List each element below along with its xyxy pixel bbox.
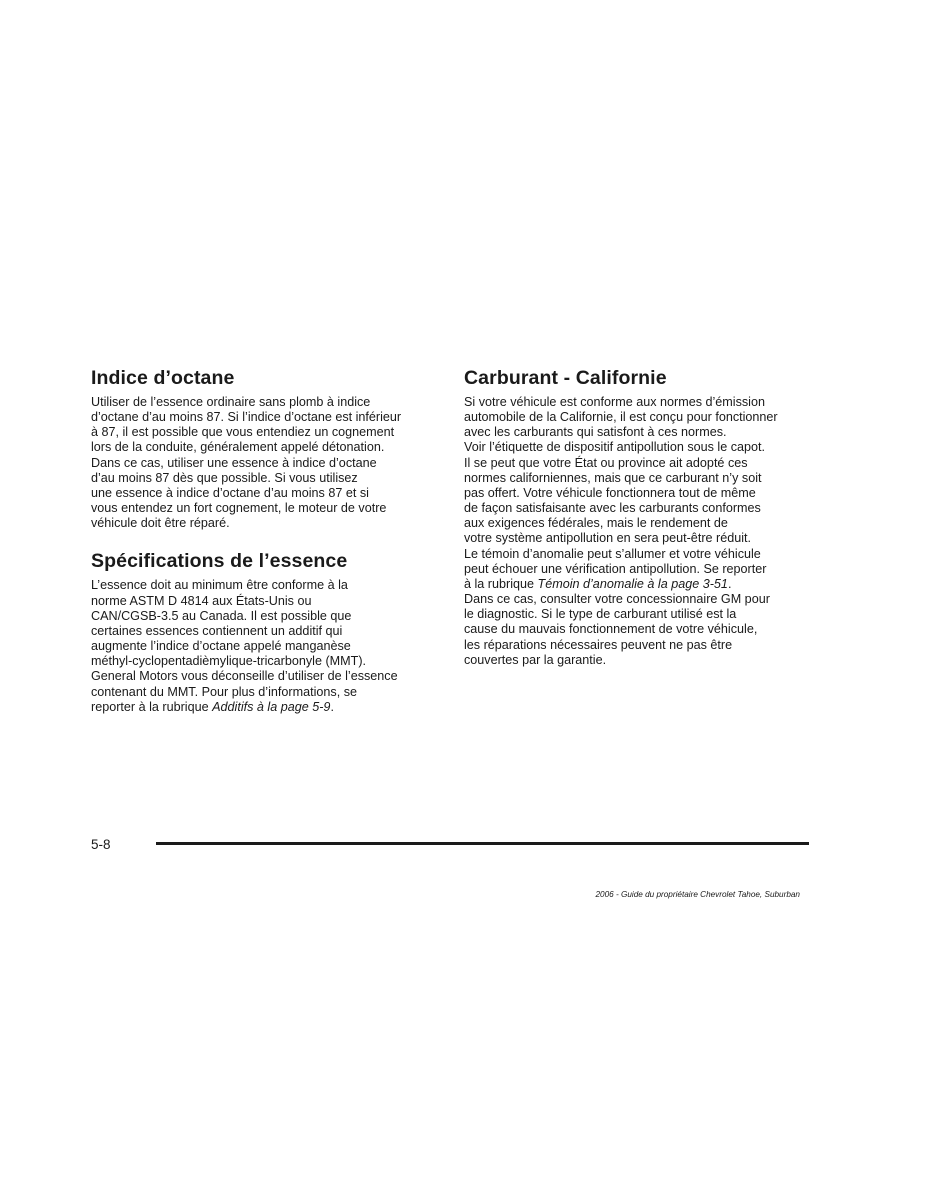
- section-octane: [91, 366, 441, 531]
- text-line: [464, 577, 814, 592]
- text-line: véhicule doit être réparé.: [91, 516, 230, 531]
- paragraph-fuel-specs: [91, 578, 441, 714]
- text-line: General Motors vous déconseille d’utiliser de l’essence: [91, 669, 398, 684]
- section-heading-octane: Indice d’octane: [91, 367, 235, 389]
- text-line: Le témoin d’anomalie peut s’allumer et votre véhicule: [464, 546, 761, 561]
- text-line: aux exigences fédérales, mais le rendement de: [464, 516, 728, 531]
- text-line: automobile de la Californie, il est conçu pour fonctionner: [464, 410, 778, 425]
- right-column: [464, 366, 814, 668]
- text-line: à 87, il est possible que vous entendiez un cognement: [91, 425, 395, 440]
- text-line: peut échouer une vérification antipollution. Se reporter: [464, 561, 767, 576]
- footer-divider: [156, 842, 809, 845]
- text-line: cause du mauvais fonctionnement de votre véhicule,: [464, 622, 758, 637]
- text-line: certaines essences contiennent un additif qui: [91, 623, 343, 638]
- text-line: d’au moins 87 dès que possible. Si vous utilisez: [91, 470, 358, 485]
- text-line: d’octane d’au moins 87. Si l’indice d’octane est inférieur: [91, 410, 402, 425]
- text-line: couvertes par la garantie.: [464, 652, 607, 667]
- text-fragment: .: [330, 699, 334, 714]
- text-fragment: reporter à la rubrique: [91, 699, 213, 714]
- paragraph-california-fuel: [464, 395, 814, 668]
- text-line: méthyl-cyclopentadièmylique-tricarbonyle (MMT).: [91, 654, 367, 669]
- text-line: votre système antipollution en sera peut-être réduit.: [464, 531, 752, 546]
- text-line: contenant du MMT. Pour plus d’informations, se: [91, 684, 357, 699]
- text-line: Utiliser de l’essence ordinaire sans plomb à indice: [91, 395, 371, 409]
- text-line: avec les carburants qui satisfont à ces normes.: [464, 425, 727, 440]
- cross-reference-link-additives[interactable]: Additifs à la page 5-9: [212, 699, 331, 714]
- section-heading-fuel-specs: Spécifications de l’essence: [91, 550, 348, 573]
- text-line: Dans ce cas, consulter votre concessionnaire GM pour: [464, 592, 770, 607]
- text-line: normes californiennes, mais que ce carburant n’y soit: [464, 470, 762, 485]
- text-fragment: à la rubrique: [464, 576, 538, 591]
- cross-reference-link-malfunction-lamp[interactable]: Témoin d’anomalie à la page 3-51: [537, 576, 728, 591]
- text-fragment: .: [727, 576, 732, 591]
- text-line: une essence à indice d’octane d’au moins 87 et si: [91, 485, 369, 500]
- text-line: Si votre véhicule est conforme aux normes d’émission: [464, 395, 765, 409]
- text-line: les réparations nécessaires peuvent ne pas être: [464, 637, 733, 652]
- page-number: 5-8: [91, 837, 111, 852]
- section-california-fuel: [464, 366, 814, 668]
- text-line: augmente l’indice d’octane appelé manganèse: [91, 639, 351, 654]
- text-line: [91, 700, 441, 715]
- text-line: Voir l’étiquette de dispositif antipollution sous le capot.: [464, 440, 766, 455]
- paragraph-octane: [91, 395, 441, 531]
- section-fuel-specs: [91, 549, 441, 714]
- text-line: pas offert. Votre véhicule fonctionnera tout de même: [464, 485, 756, 500]
- text-line: Il se peut que votre État ou province ait adopté ces: [464, 455, 748, 470]
- section-heading-california-fuel: Carburant - Californie: [464, 367, 667, 389]
- text-line: le diagnostic. Si le type de carburant utilisé est la: [464, 607, 737, 622]
- text-line: lors de la conduite, généralement appelé détonation.: [91, 440, 385, 455]
- text-line: CAN/CGSB-3.5 au Canada. Il est possible que: [91, 608, 352, 623]
- footer-book-title: 2006 - Guide du propriétaire Chevrolet Tahoe, Suburban: [595, 890, 800, 899]
- text-line: de façon satisfaisante avec les carburants conformes: [464, 501, 761, 516]
- text-line: Dans ce cas, utiliser une essence à indice d’octane: [91, 455, 377, 470]
- text-line: L’essence doit au minimum être conforme à la: [91, 578, 348, 593]
- text-line: vous entendez un fort cognement, le moteur de votre: [91, 501, 387, 516]
- left-column: [91, 366, 441, 715]
- text-line: norme ASTM D 4814 aux États-Unis ou: [91, 593, 312, 608]
